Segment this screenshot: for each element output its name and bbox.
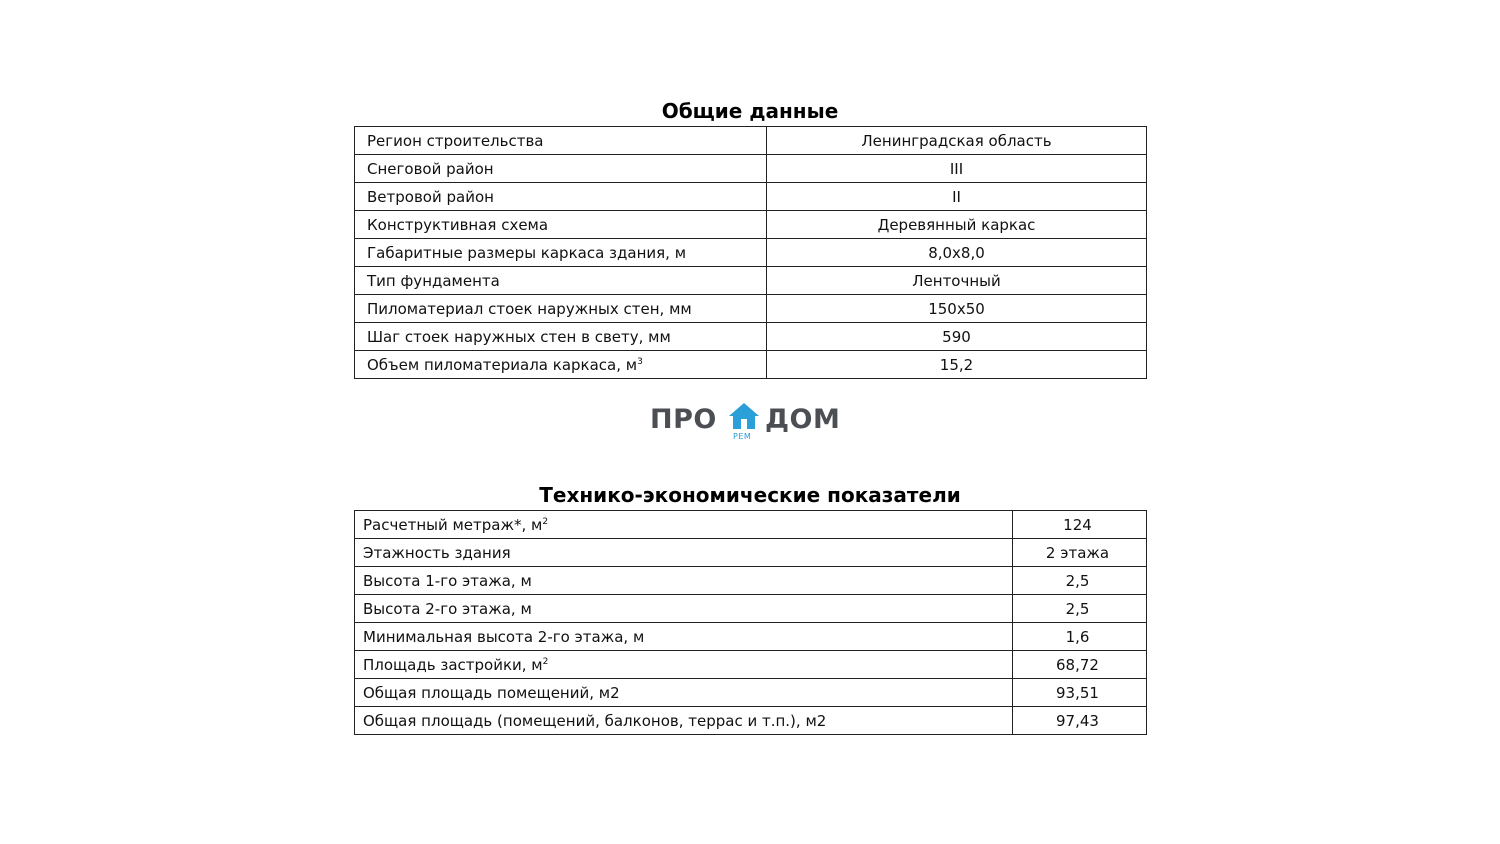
logo-text-left: ПРО [650,404,717,435]
table-row [355,295,1147,323]
table-row [355,595,1147,623]
table-row [355,539,1147,567]
row-label [355,679,1013,707]
row-label [355,239,767,267]
row-value: 150х50 [767,295,1147,323]
row-value: 93,51 [1013,679,1147,707]
tech-indicators-title: Технико-экономические показатели [539,483,961,507]
unit-superscript: 3 [637,356,643,367]
row-label-text: Снеговой район [367,159,494,178]
table-row [355,707,1147,735]
unit-superscript: 2 [542,656,549,667]
table-row [355,351,1147,379]
table-row [355,323,1147,351]
general-data-title: Общие данные [661,99,839,123]
row-value: 124 [1013,511,1147,539]
table-row [355,155,1147,183]
row-label [355,651,1013,679]
table-row [355,267,1147,295]
row-label [355,567,1013,595]
row-label-text: Общая площадь помещений, м2 [363,683,620,702]
house-icon [728,402,760,430]
row-value: 1,6 [1013,623,1147,651]
table-row [355,511,1147,539]
row-label-text: Пиломатериал стоек наружных стен, мм [367,299,692,318]
row-label-text: Общая площадь (помещений, балконов, террас и т.п.), м2 [363,711,827,730]
row-value: Деревянный каркас [767,211,1147,239]
row-label-text: Конструктивная схема [367,215,549,234]
row-label-text: Этажность здания [363,543,511,562]
row-label-text: Объем пиломатериала каркаса, м [367,355,638,374]
table-row [355,567,1147,595]
row-label-text: Площадь застройки, м [363,655,543,674]
row-label-text: Расчетный метраж*, м [363,515,543,534]
logo-text-right: ДОМ [765,404,841,435]
row-label-text: Ветровой район [367,187,494,206]
row-label [355,351,767,379]
logo-subtext: РЕМ [733,432,752,441]
row-label [355,323,767,351]
tech-indicators-table [354,510,1147,735]
table-row [355,183,1147,211]
row-value: III [767,155,1147,183]
general-data-table [354,126,1147,379]
row-label [355,183,767,211]
table-row [355,239,1147,267]
row-label-text: Тип фундамента [367,271,500,290]
row-value: 2 этажа [1013,539,1147,567]
row-value: II [767,183,1147,211]
row-value: 97,43 [1013,707,1147,735]
row-value: 8,0х8,0 [767,239,1147,267]
row-label [355,539,1013,567]
row-value: 2,5 [1013,595,1147,623]
row-label-text: Минимальная высота 2-го этажа, м [363,627,645,646]
unit-superscript: 2 [542,516,549,527]
table-row [355,127,1147,155]
pro-dom-logo [650,400,850,446]
row-label [355,267,767,295]
row-label-text: Высота 2-го этажа, м [363,599,532,618]
row-label [355,595,1013,623]
row-value: 2,5 [1013,567,1147,595]
row-label [355,127,767,155]
row-value: 68,72 [1013,651,1147,679]
row-label [355,623,1013,651]
row-value: Ленинградская область [767,127,1147,155]
row-label [355,155,767,183]
table-row [355,623,1147,651]
row-label-text: Шаг стоек наружных стен в свету, мм [367,327,671,346]
row-label [355,295,767,323]
row-label-text: Высота 1-го этажа, м [363,571,532,590]
row-label [355,511,1013,539]
row-value: 590 [767,323,1147,351]
table-row [355,211,1147,239]
row-label-text: Габаритные размеры каркаса здания, м [367,243,687,262]
row-value: 15,2 [767,351,1147,379]
row-value: Ленточный [767,267,1147,295]
row-label [355,707,1013,735]
row-label-text: Регион строительства [367,131,544,150]
table-row [355,679,1147,707]
row-label [355,211,767,239]
table-row [355,651,1147,679]
